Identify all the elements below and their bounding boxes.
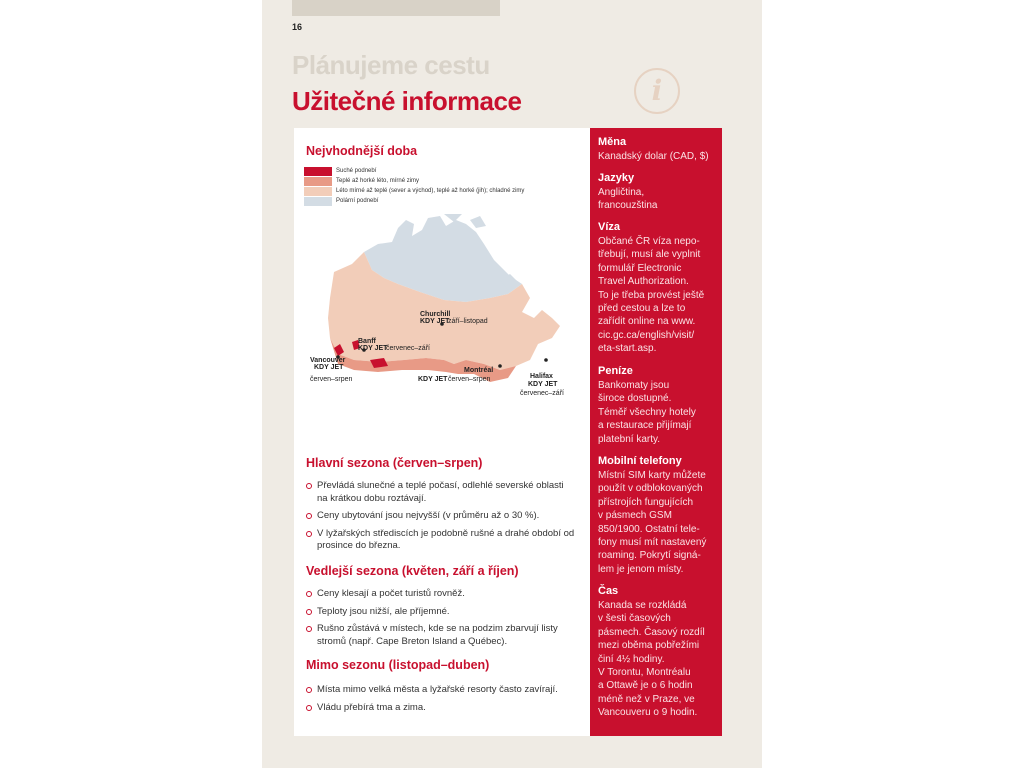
bullet-icon xyxy=(306,483,312,489)
fact-text: Angličtina, francouzština xyxy=(598,187,658,212)
fact-money xyxy=(598,365,720,446)
map-label-banff: Banff xyxy=(358,338,376,345)
season-main-list xyxy=(306,480,576,558)
legend-swatch-polar xyxy=(304,197,332,206)
page-number: 16 xyxy=(292,22,303,32)
list-item xyxy=(306,528,576,553)
map-label-halifax-when: červenec–září xyxy=(520,390,564,397)
list-item-text: Převládá slunečné a teplé počasí, odlehlé severské oblasti na krátkou dobu roztávají. xyxy=(317,480,564,504)
legend-item xyxy=(304,166,524,176)
fact-currency xyxy=(598,136,720,163)
bullet-icon xyxy=(306,513,312,519)
list-item-text: Ceny ubytování jsou nejvyšší (v průměru až o 30 %). xyxy=(317,510,540,521)
map-label-montreal: Montréal xyxy=(464,367,494,374)
fact-mobile-phones xyxy=(598,455,720,576)
info-icon: i xyxy=(634,68,680,114)
map-marker-montreal xyxy=(498,364,502,368)
fact-time xyxy=(598,585,720,720)
legend-item xyxy=(304,186,524,196)
legend-swatch-mild xyxy=(304,187,332,196)
legend-label: Léto mírné až teplé (sever a východ), teplé až horké (jih); chladné zimy xyxy=(336,188,525,194)
list-item xyxy=(306,684,576,697)
legend-item xyxy=(304,176,524,186)
fact-title: Peníze xyxy=(598,365,633,377)
legend-label: Suché podnebí xyxy=(336,168,377,174)
list-item xyxy=(306,623,576,648)
legend-swatch-warm xyxy=(304,177,332,186)
map-label-montreal-when: červen–srpen xyxy=(448,376,491,383)
bullet-icon xyxy=(306,705,312,711)
fact-title: Čas xyxy=(598,585,619,597)
bullet-icon xyxy=(306,626,312,632)
list-item-text: Vládu přebírá tma a zima. xyxy=(317,701,426,713)
list-item-text: V lyžařských střediscích je podobně rušné a drahé období od prosince do března. xyxy=(317,527,575,551)
season-heading-shoulder: Vedlejší sezona (květen, září a říjen) xyxy=(306,564,519,578)
list-item xyxy=(306,606,576,619)
best-time-heading: Nejvhodnější doba xyxy=(306,144,418,158)
fact-text: Bankomaty jsou široce dostupné. Téměř všechny hotely a restaurace přijímají platební karty. xyxy=(598,380,696,445)
season-shoulder-list xyxy=(306,588,576,653)
fact-visa xyxy=(598,221,720,356)
map-label-montreal-when-label: KDY JET xyxy=(418,376,448,383)
map-label-churchill-when: září–listopad xyxy=(448,318,488,325)
list-item xyxy=(306,588,576,601)
legend-swatch-dry xyxy=(304,167,332,176)
bullet-icon xyxy=(306,531,312,537)
season-heading-off: Mimo sezonu (listopad–duben) xyxy=(306,658,490,672)
map-label-banff-when-label: KDY JET xyxy=(358,345,388,352)
map-label-vancouver-when-label: KDY JET xyxy=(314,364,344,371)
map-marker-halifax xyxy=(544,358,548,362)
facts-sidebar xyxy=(590,128,722,736)
canada-climate-map xyxy=(294,214,590,444)
list-item xyxy=(306,702,576,715)
season-heading-main: Hlavní sezona (červen–srpen) xyxy=(306,456,483,470)
guide-page xyxy=(262,0,762,768)
fact-text: Občané ČR víza nepo- třebují, musí ale vyplnit formulář Electronic Travel Authorization. To je třeba provést ještě před cestou a lze to zařídit online na www. cic.gc.ca/english/visit/ eta-start.asp. xyxy=(598,236,705,355)
map-label-halifax: Halifax xyxy=(530,373,553,380)
fact-languages xyxy=(598,172,720,213)
fact-text: Kanada se rozkládá v šesti časových pásmech. Časový rozdíl mezi oběma pobřežími činí 4½ hodiny. V Torontu, Montréalu a Ottawě je o 6 hodin méně než v Praze, ve Vancouveru o 9 hodin. xyxy=(598,600,705,719)
season-off-list xyxy=(306,684,576,719)
list-item xyxy=(306,480,576,505)
main-content-panel xyxy=(294,128,590,736)
page-tab-strip xyxy=(292,0,500,16)
legend-label: Teplé až horké léto, mírné zimy xyxy=(336,178,420,184)
legend-label: Polární podnebí xyxy=(336,198,379,204)
map-label-churchill: Churchill xyxy=(420,311,451,318)
bullet-icon xyxy=(306,591,312,597)
map-label-vancouver-when: červen–srpen xyxy=(310,376,353,383)
bullet-icon xyxy=(306,609,312,615)
fact-text: Místní SIM karty můžete použít v odblokovaných přístrojích fungujících v pásmech GSM 850/1900. Ostatní tele- fony musí mít nastavený roaming. Pokrytí signá- lem je jenom místy. xyxy=(598,470,707,575)
list-item-text: Rušno zůstává v místech, kde se na podzim zbarvují listy stromů (např. Cape Breton Island a Québec). xyxy=(317,623,558,647)
map-label-vancouver: Vancouver xyxy=(310,357,346,364)
list-item-text: Teploty jsou nižší, ale příjemné. xyxy=(317,605,450,617)
section-kicker: Plánujeme cestu xyxy=(292,50,490,80)
map-label-churchill-when-label: KDY JET xyxy=(420,318,450,325)
map-legend xyxy=(304,166,524,206)
fact-title: Jazyky xyxy=(598,172,635,184)
list-item-text: Ceny klesají a počet turistů rovněž. xyxy=(317,588,465,599)
fact-title: Mobilní telefony xyxy=(598,455,682,467)
fact-title: Měna xyxy=(598,136,627,148)
map-label-halifax-when-label: KDY JET xyxy=(528,381,558,388)
list-item-text: Místa mimo velká města a lyžařské resorty často zavírají. xyxy=(317,684,558,695)
fact-title: Víza xyxy=(598,221,621,233)
legend-item xyxy=(304,196,524,206)
page-title: Užitečné informace xyxy=(292,86,522,116)
map-label-banff-when: červenec–září xyxy=(386,345,430,352)
fact-text: Kanadský dolar (CAD, $) xyxy=(598,151,709,162)
list-item xyxy=(306,510,576,523)
bullet-icon xyxy=(306,687,312,693)
